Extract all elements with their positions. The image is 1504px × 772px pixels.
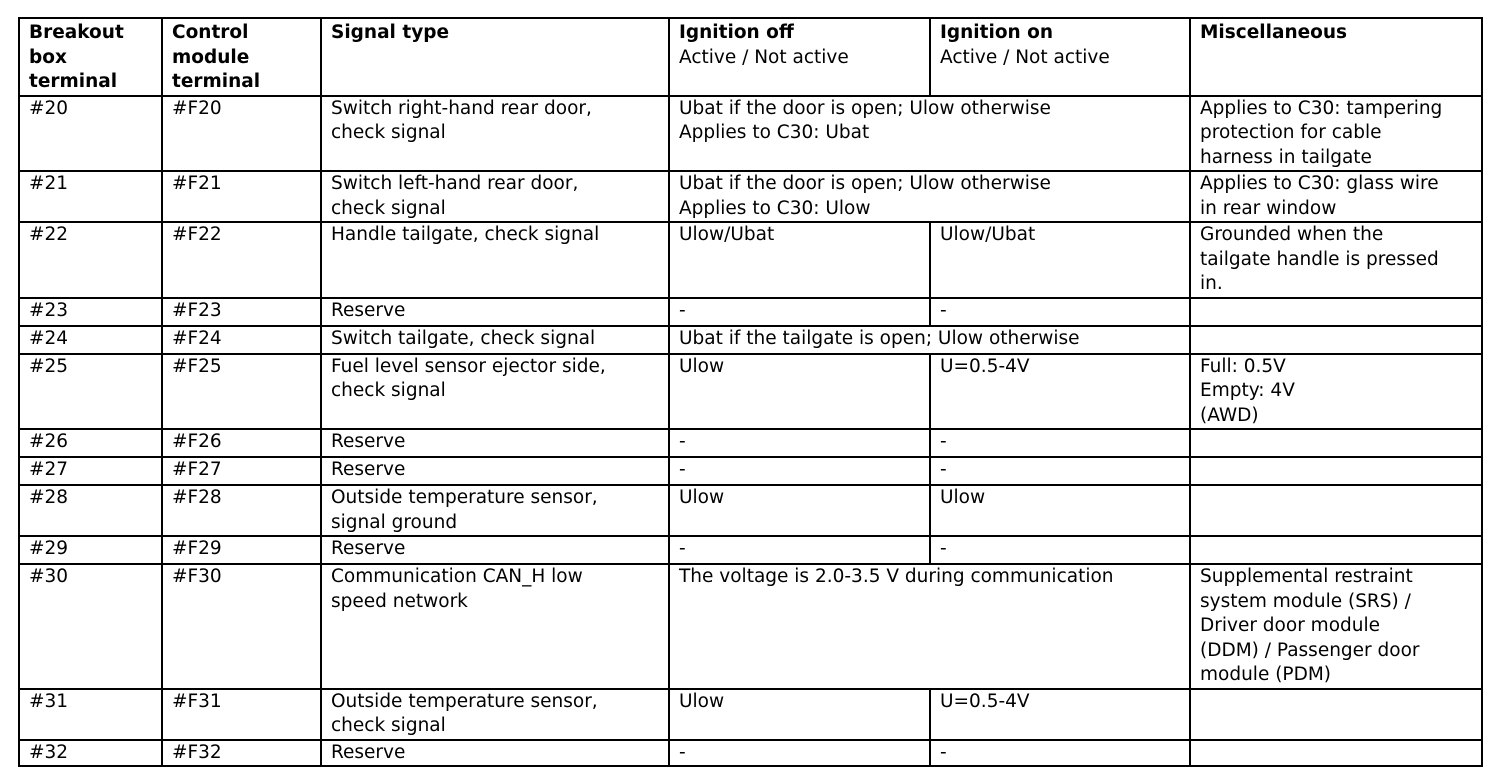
table-row [19,564,1482,689]
terminal-signal-table [18,17,1483,767]
header-breakout-box-terminal [19,18,162,96]
cell-ignition-on: U=0.5-4V [930,354,1190,430]
header-ignition-on [930,18,1190,96]
cell-signal-type: Reserve [321,298,669,326]
table-row [19,96,1482,172]
cell-miscellaneous [1190,326,1482,354]
cell-control-terminal: #F31 [162,689,321,740]
header-misc-label: Miscellaneous [1200,22,1348,43]
cell-ignition-both: Ubat if the door is open; Ulow otherwise Applies to C30: Ulow [669,171,1190,222]
cell-miscellaneous [1190,457,1482,485]
cell-control-terminal: #F22 [162,222,321,298]
cell-signal-type: Reserve [321,429,669,457]
cell-signal-type: Switch left-hand rear door, check signal [321,171,669,222]
header-breakout-label: Breakout box terminal [29,22,124,92]
cell-miscellaneous: Supplemental restraint system module (SRS) / Driver door module (DDM) / Passenger door module (PDM) [1190,564,1482,689]
cell-signal-type: Outside temperature sensor, check signal [321,689,669,740]
table-row [19,429,1482,457]
table-row [19,457,1482,485]
cell-ignition-on: - [930,429,1190,457]
cell-ignition-on: - [930,457,1190,485]
table-row [19,171,1482,222]
cell-ignition-both: The voltage is 2.0-3.5 V during communication [669,564,1190,689]
cell-breakout-terminal: #27 [19,457,162,485]
cell-miscellaneous [1190,429,1482,457]
header-signal-type [321,18,669,96]
cell-ignition-off: Ulow [669,485,930,536]
cell-breakout-terminal: #20 [19,96,162,172]
header-ignition-off [669,18,930,96]
table-row [19,354,1482,430]
cell-ignition-on: U=0.5-4V [930,689,1190,740]
header-ignition-off-subtitle: Active / Not active [679,46,849,68]
cell-control-terminal: #F23 [162,298,321,326]
cell-miscellaneous: Applies to C30: glass wire in rear window [1190,171,1482,222]
header-ignition-on-title: Ignition on [940,22,1054,43]
cell-breakout-terminal: #26 [19,429,162,457]
cell-ignition-both: Ubat if the tailgate is open; Ulow otherwise [669,326,1190,354]
cell-breakout-terminal: #28 [19,485,162,536]
cell-signal-type: Handle tailgate, check signal [321,222,669,298]
cell-ignition-on: - [930,298,1190,326]
cell-signal-type: Fuel level sensor ejector side, check signal [321,354,669,430]
cell-ignition-on: Ulow [930,485,1190,536]
header-row [19,18,1482,96]
cell-breakout-terminal: #30 [19,564,162,689]
header-ignition-on-subtitle: Active / Not active [940,46,1110,68]
cell-miscellaneous [1190,740,1482,767]
cell-signal-type: Reserve [321,536,669,564]
cell-ignition-off: - [669,429,930,457]
cell-ignition-on: - [930,536,1190,564]
cell-signal-type: Outside temperature sensor, signal ground [321,485,669,536]
cell-control-terminal: #F29 [162,536,321,564]
table-row [19,298,1482,326]
header-control-label: Control module terminal [172,22,261,92]
cell-control-terminal: #F26 [162,429,321,457]
cell-breakout-terminal: #29 [19,536,162,564]
cell-miscellaneous [1190,536,1482,564]
cell-control-terminal: #F20 [162,96,321,172]
cell-signal-type: Communication CAN_H low speed network [321,564,669,689]
table-row [19,326,1482,354]
cell-breakout-terminal: #24 [19,326,162,354]
cell-breakout-terminal: #23 [19,298,162,326]
table-row [19,689,1482,740]
cell-ignition-off: Ulow [669,689,930,740]
cell-control-terminal: #F30 [162,564,321,689]
cell-miscellaneous [1190,689,1482,740]
header-control-module-terminal [162,18,321,96]
cell-ignition-off: Ulow [669,354,930,430]
table-row [19,485,1482,536]
table-row [19,536,1482,564]
table-header [19,18,1482,96]
header-signal-label: Signal type [331,22,450,43]
cell-control-terminal: #F25 [162,354,321,430]
cell-signal-type: Reserve [321,457,669,485]
cell-control-terminal: #F28 [162,485,321,536]
cell-miscellaneous [1190,298,1482,326]
cell-miscellaneous: Applies to C30: tampering protection for cable harness in tailgate [1190,96,1482,172]
cell-signal-type: Switch right-hand rear door, check signal [321,96,669,172]
cell-control-terminal: #F27 [162,457,321,485]
cell-ignition-on: - [930,740,1190,767]
cell-signal-type: Reserve [321,740,669,767]
header-miscellaneous [1190,18,1482,96]
cell-ignition-on: Ulow/Ubat [930,222,1190,298]
cell-signal-type: Switch tailgate, check signal [321,326,669,354]
cell-ignition-off: - [669,457,930,485]
cell-breakout-terminal: #21 [19,171,162,222]
table-body [19,96,1482,767]
cell-ignition-both: Ubat if the door is open; Ulow otherwise Applies to C30: Ubat [669,96,1190,172]
table-row [19,222,1482,298]
cell-ignition-off: - [669,740,930,767]
cell-breakout-terminal: #25 [19,354,162,430]
cell-miscellaneous: Grounded when the tailgate handle is pressed in. [1190,222,1482,298]
cell-breakout-terminal: #32 [19,740,162,767]
header-ignition-off-title: Ignition off [679,22,794,43]
cell-ignition-off: - [669,536,930,564]
cell-miscellaneous [1190,485,1482,536]
cell-ignition-off: - [669,298,930,326]
cell-ignition-off: Ulow/Ubat [669,222,930,298]
cell-breakout-terminal: #22 [19,222,162,298]
table-row [19,740,1482,767]
cell-control-terminal: #F32 [162,740,321,767]
cell-miscellaneous: Full: 0.5V Empty: 4V (AWD) [1190,354,1482,430]
cell-control-terminal: #F24 [162,326,321,354]
cell-breakout-terminal: #31 [19,689,162,740]
cell-control-terminal: #F21 [162,171,321,222]
